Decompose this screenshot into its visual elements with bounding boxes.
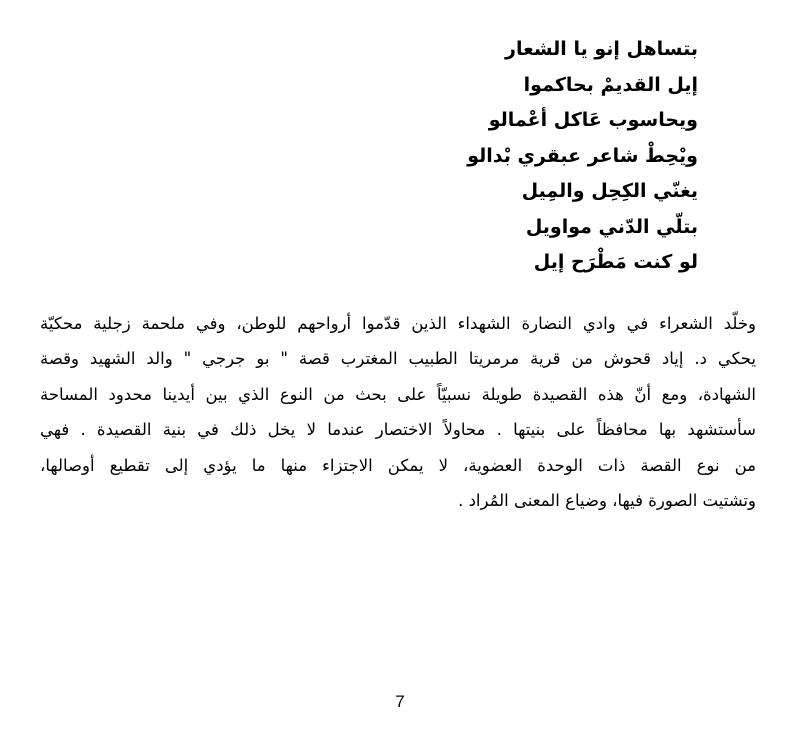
paragraph-line: الشهادة، ومع أنّ هذه القصيدة طويلة نسبيّاً على بحث من النوع الذي بين أيدينا محدود المساحة [40,384,756,404]
paragraph-line: وخلّد الشعراء في وادي النضارة الشهداء الذين قدّموا أرواحهم للوطن، وفي ملحمة زجلية محكيّة [40,314,756,333]
paragraph-line: يحكي د. إياد قحوش من قرية مرمريتا الطبيب المغترب قصة " بو جرجي " والد الشهيد وقصة [40,349,756,369]
poem-line: بتساهل إنو يا الشعار [505,38,698,60]
paragraph-line: من نوع القصة ذات الوحدة العضوية، لا يمكن الاجتزاء منها ما يؤدي إلى تقطيع أوصالها، [40,455,756,475]
body-paragraph [40,306,756,518]
poem-line: بتلّي الدّني مواويل [525,215,698,238]
poem-block [298,32,698,281]
poem-line: يغنّي الكِحِل والمِيل [521,180,698,202]
paragraph-line: وتشتيت الصورة فيها، وضياع المعنى المُراد . [458,490,756,510]
page-number: 7 [395,692,405,711]
paragraph-line: سأستشهد بها محافظاً على بنيتها . محاولاً الاختصار عندما لا يخل ذلك في بنية القصيدة . فهي [40,420,756,440]
poem-line: ويحاسوب عَاكل أعْمالو [488,109,698,131]
poem-line: ويْحِطْ شاعر عبقري بْدالو [467,144,698,167]
poem-line: إيل القديمْ بحاكموا [523,73,698,96]
poem-line: لو كنت مَطْرَح إيل [533,251,698,273]
